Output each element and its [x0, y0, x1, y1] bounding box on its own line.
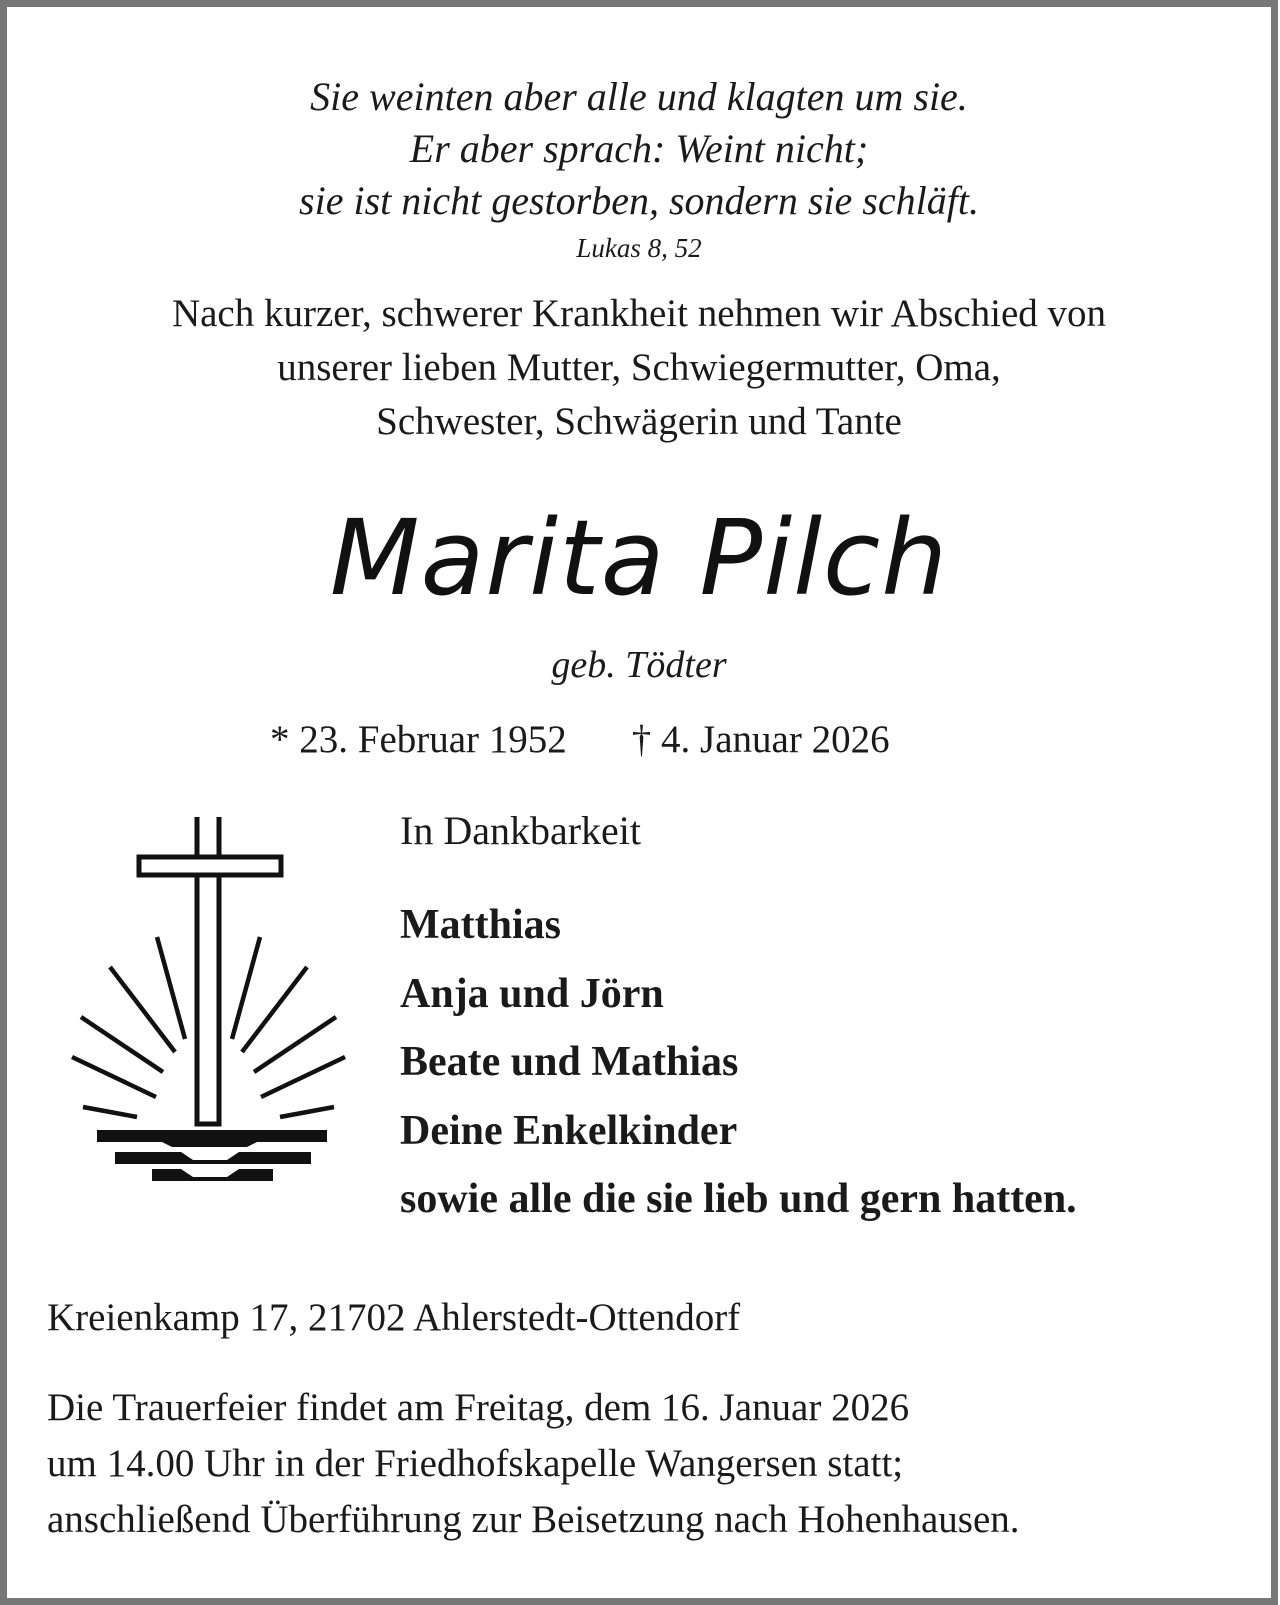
- verse-line: sie ist nicht gestorben, sondern sie schläft.: [299, 178, 979, 223]
- mourner-name: Beate und Mathias: [400, 1039, 739, 1085]
- mourner-name: Matthias: [400, 902, 561, 948]
- verse-reference: Lukas 8, 52: [576, 233, 702, 263]
- deceased-name: Marita Pilch: [329, 497, 949, 619]
- intro-text: [7, 287, 1271, 449]
- family-address: Kreienkamp 17, 21702 Ahlerstedt-Ottendorf: [47, 1296, 741, 1339]
- mourner-name: Anja und Jörn: [400, 970, 664, 1017]
- verse-line: Er aber sprach: Weint nicht;: [409, 126, 869, 171]
- life-dates: [270, 717, 890, 762]
- birth-name: geb. Tödter: [551, 644, 727, 686]
- intro-line: Nach kurzer, schwerer Krankheit nehmen wir Abschied von: [171, 292, 1107, 335]
- service-line: anschließend Überführung zur Beisetzung nach Hohenhausen.: [47, 1498, 1020, 1541]
- funeral-service-info: [47, 1380, 1020, 1548]
- mourners-list: [400, 891, 1077, 1234]
- verse-line: Sie weinten aber alle und klagten um sie.: [310, 74, 968, 119]
- intro-line: Schwester, Schwägerin und Tante: [376, 400, 902, 443]
- thanks-intro: In Dankbarkeit: [400, 808, 642, 853]
- intro-line: unserer lieben Mutter, Schwiegermutter, Oma,: [277, 346, 1001, 389]
- birth-date: * 23. Februar 1952: [270, 718, 567, 761]
- mourner-name: sowie alle die sie lieb und gern hatten.: [400, 1176, 1077, 1222]
- service-line: um 14.00 Uhr in der Friedhofskapelle Wangersen statt;: [47, 1442, 904, 1485]
- service-line: Die Trauerfeier findet am Freitag, dem 16. Januar 2026: [47, 1386, 910, 1429]
- bible-verse: [7, 71, 1271, 227]
- cross-with-sunrays-icon: [67, 817, 357, 1217]
- mourner-name: Deine Enkelkinder: [400, 1107, 738, 1154]
- death-date: † 4. Januar 2026: [631, 718, 890, 761]
